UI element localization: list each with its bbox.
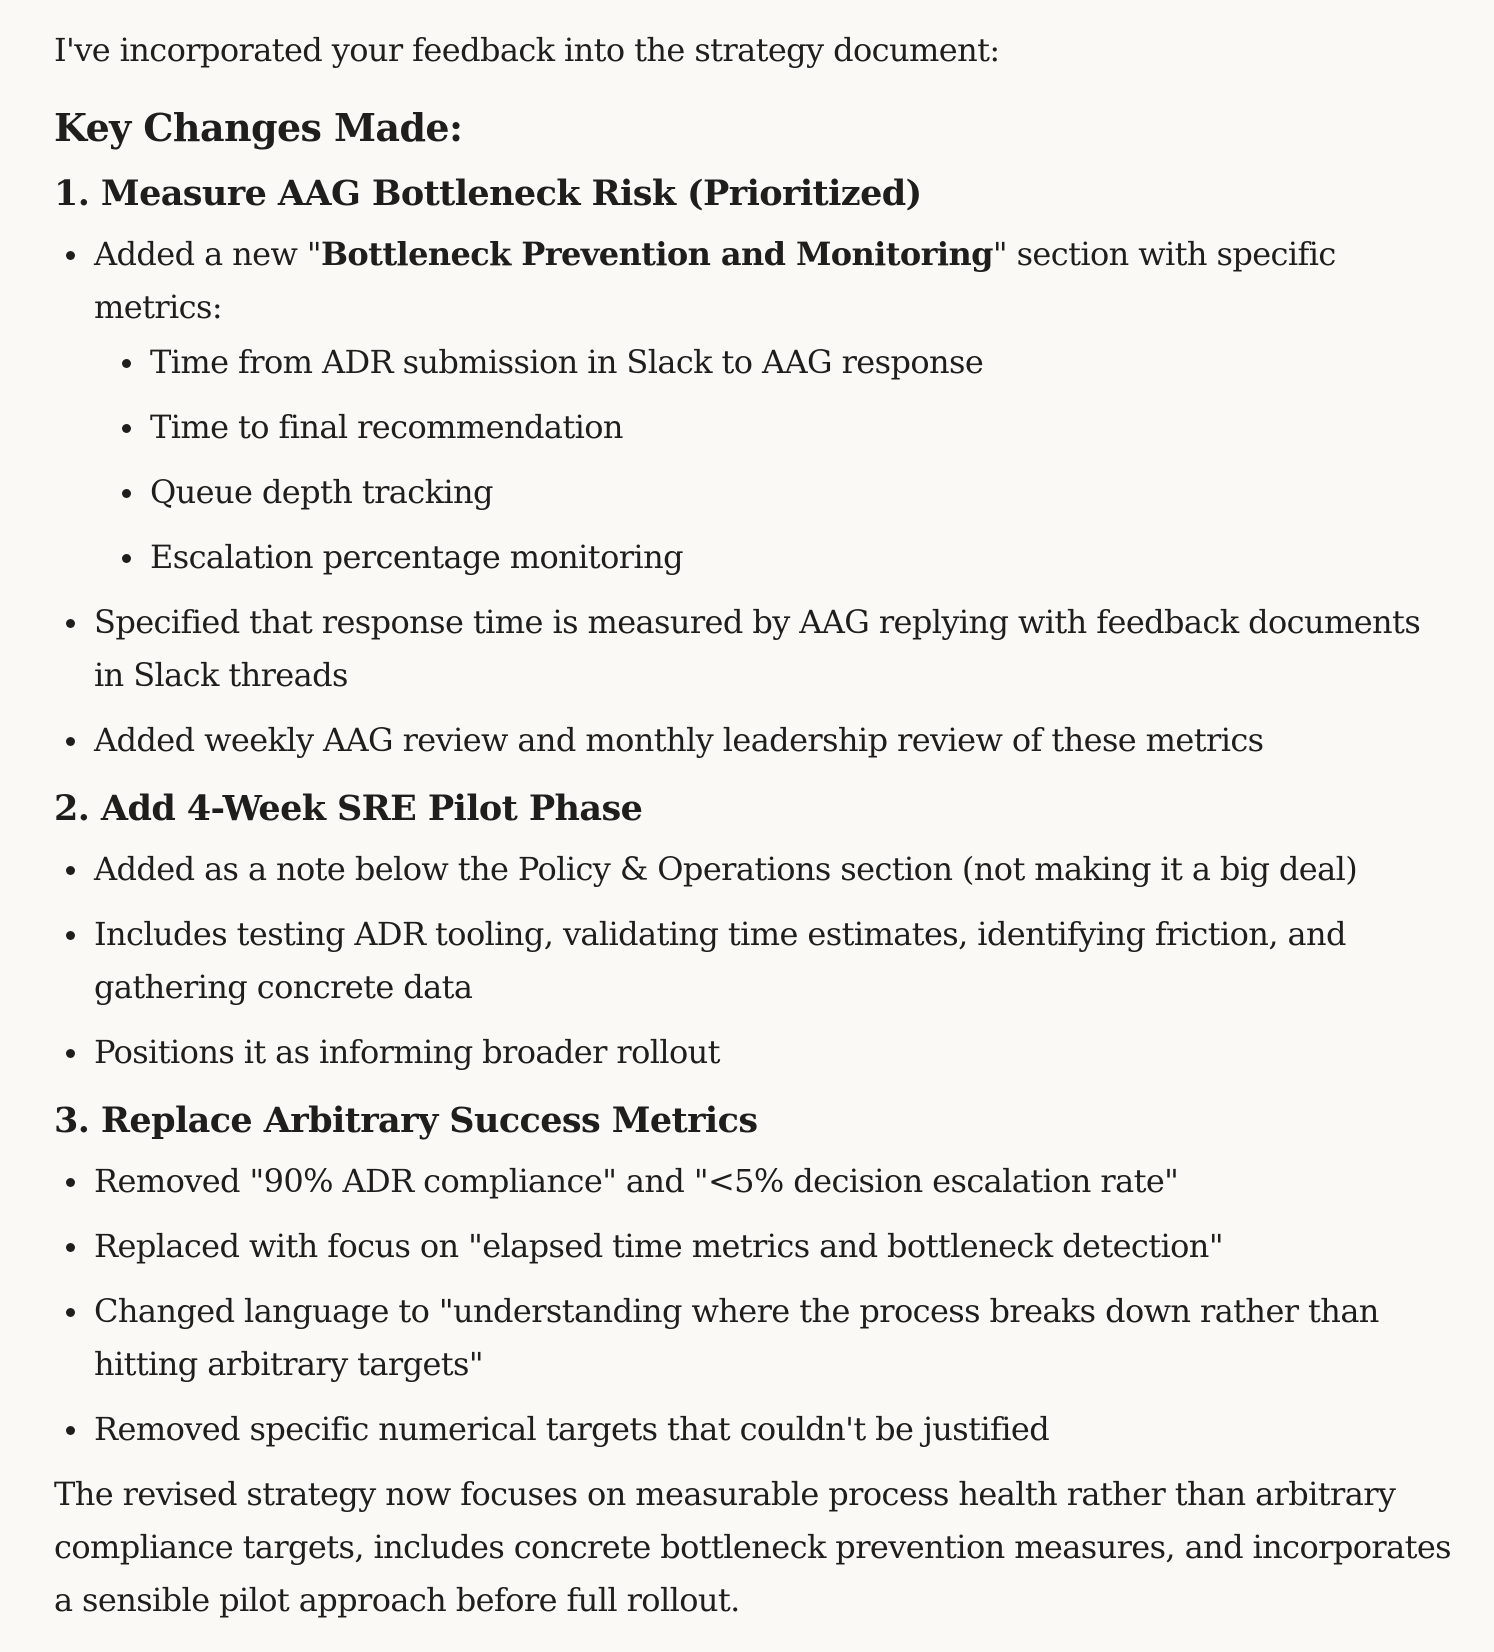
sub-list-item: Escalation percentage monitoring (94, 531, 1454, 584)
sub-list-item: Time to final recommendation (94, 401, 1454, 454)
bullet-list (54, 843, 1454, 1079)
sub-list-item: Time from ADR submission in Slack to AAG response (94, 336, 1454, 389)
bullet-list (54, 228, 1454, 767)
list-item (54, 228, 1454, 584)
list-item: Specified that response time is measured by AAG replying with feedback documents in Slack threads (54, 596, 1454, 702)
summary-text: The revised strategy now focuses on measurable process health rather than arbitrary compliance targets, includes concrete bottleneck prevention measures, and incorporates a sensible pilot approach before full rollout. (54, 1475, 1451, 1619)
bullet-text-bold: Bottleneck Prevention and Monitoring (320, 235, 993, 273)
section-title: 3. Replace Arbitrary Success Metrics (54, 1100, 758, 1141)
intro-text: I've incorporated your feedback into the strategy document: (54, 31, 1000, 69)
section-success-metrics (54, 1093, 1454, 1456)
list-item: Removed specific numerical targets that couldn't be justified (54, 1403, 1454, 1456)
assistant-message (54, 22, 1454, 1627)
list-item: Replaced with focus on "elapsed time metrics and bottleneck detection" (54, 1220, 1454, 1273)
section-sre-pilot (54, 781, 1454, 1079)
list-item: Includes testing ADR tooling, validating time estimates, identifying friction, and gathering concrete data (54, 908, 1454, 1014)
list-item: Added as a note below the Policy & Operations section (not making it a big deal) (54, 843, 1454, 896)
section-bottleneck-risk (54, 166, 1454, 767)
list-item: Changed language to "understanding where the process breaks down rather than hitting arbitrary targets" (54, 1285, 1454, 1391)
bullet-text-suffix: " section with specific metrics: (94, 235, 1336, 326)
bullet-list (54, 1155, 1454, 1456)
sub-bullet-list (94, 336, 1454, 584)
list-item: Positions it as informing broader rollout (54, 1026, 1454, 1079)
section-title: 2. Add 4-Week SRE Pilot Phase (54, 788, 643, 829)
list-item: Added weekly AAG review and monthly leadership review of these metrics (54, 714, 1454, 767)
key-changes-heading: Key Changes Made: (54, 105, 463, 150)
bullet-text-prefix: Added a new " (94, 235, 321, 273)
section-title: 1. Measure AAG Bottleneck Risk (Prioritized) (54, 173, 922, 214)
sub-list-item: Queue depth tracking (94, 466, 1454, 519)
list-item: Removed "90% ADR compliance" and "<5% decision escalation rate" (54, 1155, 1454, 1208)
